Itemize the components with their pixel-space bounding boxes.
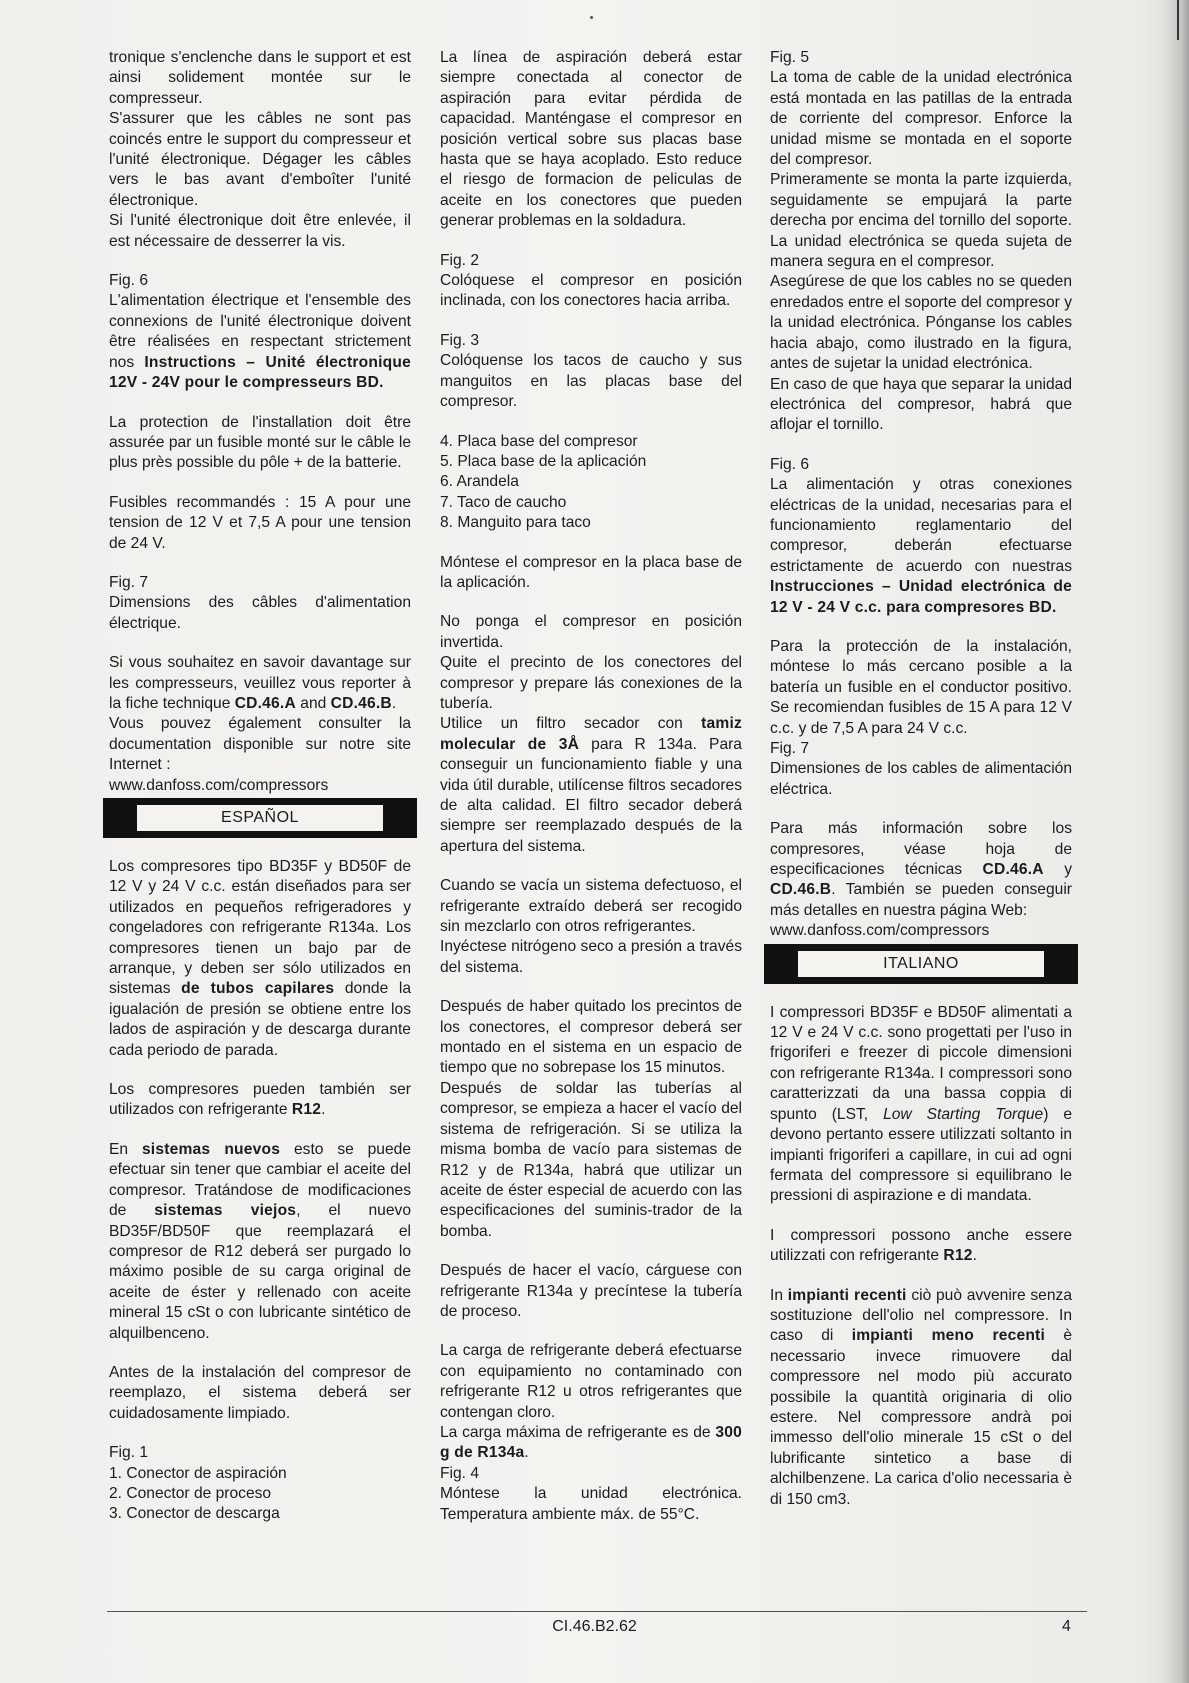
connector-list (109, 1464, 411, 1525)
paragraph (770, 475, 1072, 618)
figure-label: Fig. 3 (440, 331, 479, 349)
text: Si vous souhaitez en savoir davantage sur les compresseurs, veuillez vous reporter à la fiche technique (109, 654, 411, 712)
figure-label: Fig. 7 (109, 573, 148, 591)
paragraph: La toma de cable de la unidad electrónica está montada en las patillas de la entrada de corriente del compresor. Enforce la unidad misme se montada en el soporte del compresor. (770, 69, 1072, 169)
paragraph (109, 1080, 411, 1121)
text: . También se pueden conseguir más detalles en nuestra página Web: (770, 881, 1072, 919)
bold-text: R12 (291, 1101, 322, 1119)
paragraph (770, 1226, 1072, 1267)
page-edge-shadow (1163, 0, 1189, 1683)
bold-text: impianti meno recenti (851, 1327, 1045, 1345)
scan-speck (590, 16, 593, 19)
text: ciò può avvenire senza sostituzione dell'olio nel compressore. In caso di (770, 1286, 1072, 1345)
text: and (300, 694, 327, 712)
footer-rule (107, 1611, 1087, 1612)
section-header-label: ITALIANO (798, 951, 1044, 977)
bold-text: sistemas viejos (154, 1202, 297, 1220)
section-header-label: ESPAÑOL (137, 805, 383, 831)
list-item: 4. Placa base del compresor (440, 432, 638, 450)
text: è necessario invece rimuovere dal compressore nel modo più accurato possibile la quantità originaria di olio estere. Nel compressore andrà poi immesso dell'olio minerale 15 cSt o del lubrificante sintetico a base di alchilbenzene. La carica d'olio necessaria è di 150 cm3. (770, 1327, 1072, 1508)
bold-text: Instructions – Unité électronique 12V - 24V pour le compresseurs BD. (109, 353, 411, 392)
text: In (770, 1286, 784, 1304)
text: I compressori BD35F e BD50F alimentati a 12 V e 24 V c.c. sono progettati per l'uso in frigoriferi e freezer di piccole dimensioni con refrigerante R134a. I compressori sono caratterizzati da una bassa coppia di spunto (LST, (770, 1003, 1072, 1123)
text: , el nuevo BD35F/BD50F que reemplazará el compresor de R12 deberá ser purgado lo máximo posible de su carga original de aceite de éster y rellenado con aceite mineral 15 cSt o con lubricante sintético de alquilbenceno. (109, 1202, 411, 1342)
paragraph (440, 1423, 742, 1464)
paragraph: Para la protección de la instalación, móntese lo más cercano posible a la batería un fusible en el conductor positivo. Se recomiendan fusibles de 15 A para 12 V c.c. y de 7,5 A para 24 V c.c. (770, 637, 1072, 737)
list-item: 3. Conector de descarga (109, 1505, 280, 1523)
paragraph (770, 1003, 1072, 1207)
figure-label: Fig. 2 (440, 251, 479, 269)
text: ) e devono pertanto essere utilizzati soltanto in impianti frigoriferi a capillare, in cui ad ogni fermata del compressore si equilibrano le pressioni di aspirazione e di mandata. (770, 1105, 1072, 1205)
paragraph: Móntese la unidad electrónica. Temperatura ambiente máx. de 55°C. (440, 1485, 742, 1523)
page-edge-mark (1177, 0, 1179, 40)
doc-reference: CD.46.B (770, 881, 832, 899)
bold-text: de tubos capilares (181, 980, 335, 998)
paragraph (440, 714, 742, 857)
paragraph: Después de hacer el vacío, cárguese con refrigerante R134a y precíntese la tubería de proceso. (440, 1262, 742, 1320)
paragraph: Colóquense los tacos de caucho y sus manguitos en las placas base del compresor. (440, 352, 742, 411)
paragraph (109, 857, 411, 1061)
section-header-espanol (103, 798, 417, 838)
figure-label: Fig. 1 (109, 1444, 148, 1462)
text: Utilice un filtro secador con (440, 715, 683, 733)
paragraph: En caso de que haya que separar la unidad electrónica del compresor, habrá que aflojar el tornillo. (770, 375, 1072, 434)
bold-text: R12 (943, 1247, 973, 1265)
italic-text: Low Starting Torque (883, 1105, 1044, 1123)
paragraph: Colóquese el compresor en posición inclinada, con los conectores hacia arriba. (440, 272, 742, 310)
figure-label: Fig. 4 (440, 1464, 479, 1482)
doc-reference: CD.46.B (330, 694, 392, 712)
paragraph: Dimensiones de los cables de alimentación eléctrica. (770, 760, 1072, 798)
paragraph: Quite el precinto de los conectores del compresor y prepare lás conexiones de la tubería. (440, 654, 742, 712)
figure-label: Fig. 7 (770, 740, 809, 757)
bold-text: sistemas nuevos (141, 1140, 281, 1158)
text: Los compresores tipo BD35F y BD50F de 12 V y 24 V c.c. están diseñados para ser utilizados en pequeños refrigeradores y congeladores con refrigerante R134a. Los compresores tienen un bajo par de arranque, y deben ser sólo utilizados en sistemas (109, 858, 411, 998)
text: . (391, 694, 397, 712)
figure-label: Fig. 6 (109, 272, 148, 290)
list-item: 8. Manguito para taco (440, 514, 591, 532)
paragraph (770, 819, 1072, 921)
list-item: 2. Conector de proceso (109, 1484, 272, 1502)
text: La alimentación y otras conexiones eléctricas de la unidad, necesarias para el funcionamiento reglamentario del compresor, deberán efectuarse estrictamente de acuerdo con nuestras (770, 476, 1072, 575)
bold-text: impianti recenti (787, 1286, 907, 1304)
bold-text: Instrucciones – Unidad electrónica de 12 V - 24 V c.c. para compresores BD. (770, 578, 1072, 616)
website-url: www.danfoss.com/compressors (770, 922, 990, 940)
paragraph (770, 1286, 1072, 1510)
column-french-spanish (109, 48, 411, 1544)
list-item: 6. Arandela (440, 473, 519, 491)
column-spanish-italian (770, 48, 1072, 1510)
parts-list (440, 432, 742, 534)
paragraph: Después de haber quitado los precintos de los conectores, el compresor deberá ser montado en el sistema en un espacio de tiempo que no sobrepase los 15 minutos. (440, 998, 742, 1077)
website-url: www.danfoss.com/compressors (109, 776, 329, 794)
paragraph (109, 291, 411, 393)
paragraph: Asegúrese de que los cables no se queden enredados entre el soporte del compresor y la unidad electrónica. Pónganse los cables hacia abajo, como ilustrado en la figura, antes de sujetar la unidad electrónica. (770, 273, 1072, 373)
paragraph: Vous pouvez également consulter la documentation disponible sur notre site Internet : (109, 715, 411, 774)
paragraph: La línea de aspiración deberá estar siempre conectada al conector de aspiración para evitar pérdida de capacidad. Manténgase el compresor en posición vertical sobre sus placas base hasta que se haya acoplado. Esto reduce el riesgo de formacion de peliculas de aceite en los conectores que pueden generar problemas en la soldadura. (440, 49, 742, 230)
text: esto se puede efectuar sin tener que cambiar el aceite del compresor. Tratándose de modificaciones de (109, 1140, 411, 1220)
text: . (524, 1444, 529, 1462)
text: En (109, 1140, 129, 1158)
text: . (972, 1247, 977, 1265)
paragraph (109, 653, 411, 714)
list-item: 5. Placa base de la aplicación (440, 452, 647, 470)
paragraph (109, 1140, 411, 1344)
paragraph: Fusibles recommandés : 15 A pour une tension de 12 V et 7,5 A pour une tension de 24 V. (109, 493, 411, 552)
bold-text: 300 g de R134a (440, 1423, 742, 1462)
paragraph: Dimensions des câbles d'alimentation électrique. (109, 594, 411, 632)
list-item: 7. Taco de caucho (440, 493, 567, 511)
paragraph: Si l'unité électronique doit être enlevée, il est nécessaire de desserrer la vis. (109, 212, 411, 250)
paragraph: Después de soldar las tuberías al compresor, se empieza a hacer el vacío del sistema de refrigeración. Si se utiliza la misma bomba de vacío para sistemas de R12 y de R134a, habrá que utilizar un aceite de éster especial de acuerdo con las especificaciones del suminis-trador de la bomba. (440, 1079, 742, 1240)
paragraph: Primeramente se monta la parte izquierda, seguidamente se empujará la parte derecha por encima del tornillo del soporte. La unidad electrónica se queda sujeta de manera segura en el compresor. (770, 171, 1072, 271)
section-header-italiano (764, 944, 1078, 984)
paragraph: No ponga el compresor en posición invertida. (440, 613, 742, 651)
doc-reference: CD.46.A (234, 694, 296, 712)
column-spanish (440, 48, 742, 1525)
page-number: 4 (1062, 1618, 1071, 1635)
document-code: CI.46.B2.62 (552, 1618, 637, 1635)
text: para R 134a. Para conseguir un funcionamiento fiable y una vida útil durable, utilícense filtros secadores de alta calidad. El filtro secador deberá siempre ser reemplazado después de la apertura del sistema. (440, 735, 742, 855)
paragraph: La carga de refrigerante deberá efectuarse con equipamiento no contaminado con refrigerante R12 u otros refrigerantes que contengan cloro. (440, 1342, 742, 1421)
paragraph: Inyéctese nitrógeno seco a presión a través del sistema. (440, 938, 742, 976)
text: donde la igualación de presión se obtiene entre los lados de aspiración y de descarga durante cada periodo de parada. (109, 980, 411, 1059)
paragraph: Cuando se vacía un sistema defectuoso, el refrigerante extraído deberá ser recogido sin mezclarlo con otros refrigerantes. (440, 877, 742, 936)
paragraph: S'assurer que les câbles ne sont pas coincés entre le support du compresseur et l'unité électronique. Dégager les câbles vers le bas avant d'emboîter l'unité électronique. (109, 110, 411, 209)
text: L'alimentation électrique et l'ensemble des connexions de l'unité électronique doivent être réalisées en respectant strictement nos (109, 292, 411, 371)
text: Los compresores pueden también ser utilizados con refrigerante (109, 1081, 411, 1119)
bold-text: tamiz molecular de 3Å (440, 715, 742, 753)
paragraph: Móntese el compresor en la placa base de la aplicación. (440, 553, 742, 591)
text: I compressori possono anche essere utilizzati con refrigerante (770, 1226, 1072, 1265)
text: La carga máxima de refrigerante es de (440, 1423, 711, 1441)
text: y (1064, 861, 1072, 879)
paragraph: tronique s'enclenche dans le support et est ainsi solidement montée sur le compresseur. (109, 49, 411, 107)
paragraph: Antes de la instalación del compresor de reemplazo, el sistema deberá ser cuidadosamente limpiado. (109, 1363, 411, 1422)
doc-reference: CD.46.A (982, 861, 1044, 879)
text: . (321, 1101, 326, 1119)
figure-label: Fig. 5 (770, 49, 809, 66)
paragraph: La protection de l'installation doit être assurée par un fusible monté sur le câble le plus près possible du pôle + de la batterie. (109, 413, 411, 472)
list-item: 1. Conector de aspiración (109, 1464, 287, 1482)
figure-label: Fig. 6 (770, 455, 809, 473)
text: Para más información sobre los compresores, véase hoja de especificaciones técnicas (770, 820, 1072, 879)
